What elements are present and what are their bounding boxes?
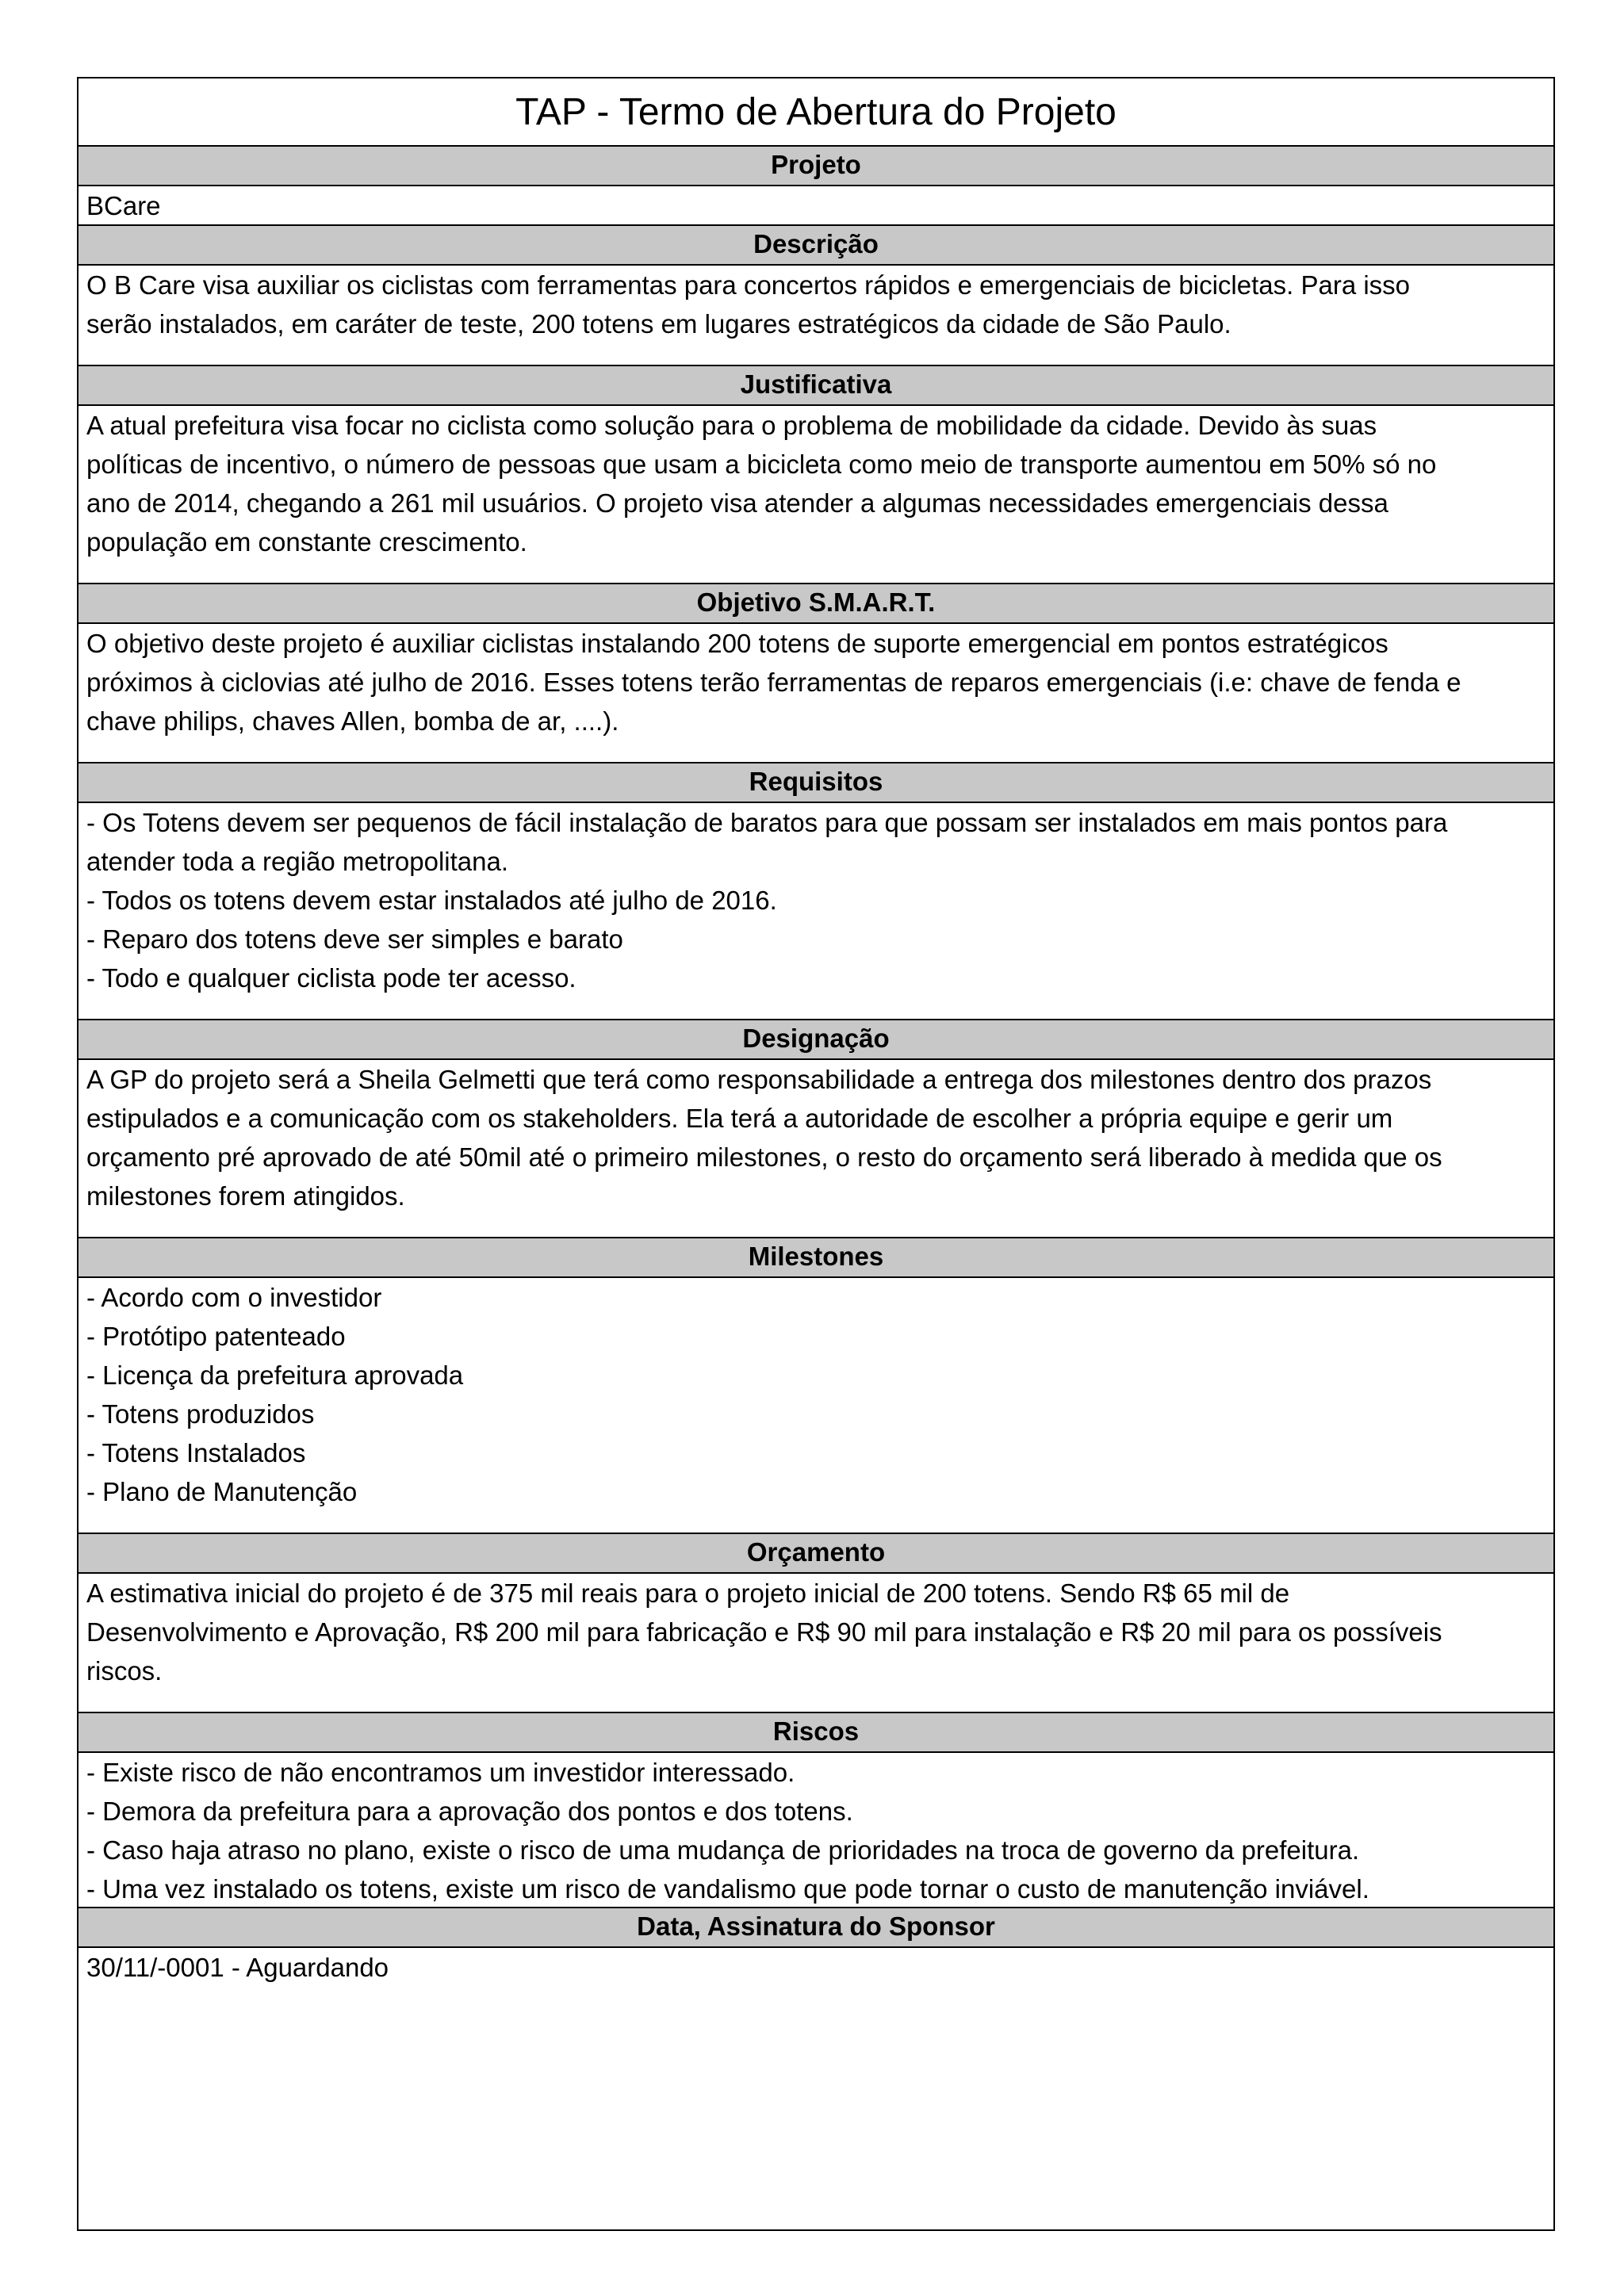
section-line: - Totens Instalados (86, 1438, 306, 1468)
section-line: estipulados e a comunicação com os stakeholders. Ela terá a autoridade de escolher a própria equipe e gerir um (86, 1104, 1393, 1133)
section-line: O B Care visa auxiliar os ciclistas com ferramentas para concertos rápidos e emergenciais de bicicletas. Para isso (86, 270, 1411, 300)
section-body-designacao (79, 1060, 1553, 1238)
section-header-projeto: Projeto (79, 147, 1553, 186)
section-line: ano de 2014, chegando a 261 mil usuários. O projeto visa atender a algumas necessidades emergenciais dessa (86, 488, 1388, 518)
section-line: A estimativa inicial do projeto é de 375 mil reais para o projeto inicial de 200 totens. Sendo R$ 65 mil de (86, 1578, 1290, 1608)
section-body-projeto (79, 186, 1553, 226)
section-line: políticas de incentivo, o número de pessoas que usam a bicicleta como meio de transporte aumentou em 50% só no (86, 450, 1437, 479)
section-line: A GP do projeto será a Sheila Gelmetti que terá como responsabilidade a entrega dos milestones dentro dos prazos (86, 1065, 1432, 1094)
section-line: - Os Totens devem ser pequenos de fácil instalação de baratos para que possam ser instalados em mais pontos para (86, 808, 1448, 837)
section-line: - Demora da prefeitura para a aprovação dos pontos e dos totens. (86, 1797, 853, 1826)
section-line: milestones forem atingidos. (86, 1181, 405, 1211)
section-body-orcamento (79, 1574, 1553, 1713)
section-line: A atual prefeitura visa focar no ciclista como solução para o problema de mobilidade da cidade. Devido às suas (86, 411, 1377, 440)
section-body-riscos (79, 1753, 1553, 1908)
section-body-requisitos (79, 803, 1553, 1020)
section-line: população em constante crescimento. (86, 527, 527, 557)
section-body-milestones (79, 1278, 1553, 1534)
section-line: chave philips, chaves Allen, bomba de ar, ....). (86, 706, 619, 736)
section-line: - Acordo com o investidor (86, 1283, 382, 1312)
section-line: - Totens produzidos (86, 1399, 315, 1429)
document-title: TAP - Termo de Abertura do Projeto (79, 78, 1553, 147)
section-body-data-assinatura (79, 1948, 1553, 2233)
section-header-descricao: Descrição (79, 226, 1553, 266)
section-header-objetivo-smart: Objetivo S.M.A.R.T. (79, 584, 1553, 624)
section-line: - Caso haja atraso no plano, existe o risco de uma mudança de prioridades na troca de governo da prefeitura. (86, 1835, 1360, 1865)
section-line: 30/11/-0001 - Aguardando (86, 1953, 389, 1982)
section-line: BCare (86, 191, 161, 220)
section-line: atender toda a região metropolitana. (86, 847, 509, 876)
section-body-objetivo-smart (79, 624, 1553, 763)
section-header-designacao: Designação (79, 1020, 1553, 1060)
section-line: orçamento pré aprovado de até 50mil até o primeiro milestones, o resto do orçamento será liberado à medida que os (86, 1142, 1442, 1172)
section-line: - Todos os totens devem estar instalados até julho de 2016. (86, 886, 777, 915)
section-header-riscos: Riscos (79, 1713, 1553, 1753)
section-line: - Todo e qualquer ciclista pode ter acesso. (86, 963, 576, 993)
tap-document (77, 77, 1555, 2231)
section-line: - Existe risco de não encontramos um investidor interessado. (86, 1758, 795, 1787)
section-line: - Plano de Manutenção (86, 1477, 358, 1506)
section-header-milestones: Milestones (79, 1238, 1553, 1278)
section-header-justificativa: Justificativa (79, 366, 1553, 406)
section-line: - Licença da prefeitura aprovada (86, 1360, 464, 1390)
section-line: - Reparo dos totens deve ser simples e barato (86, 924, 623, 954)
section-header-data-assinatura: Data, Assinatura do Sponsor (79, 1908, 1553, 1948)
section-line: Desenvolvimento e Aprovação, R$ 200 mil para fabricação e R$ 90 mil para instalação e R$ 20 mil para os possíveis (86, 1617, 1442, 1647)
section-line: - Uma vez instalado os totens, existe um risco de vandalismo que pode tornar o custo de manutenção inviável. (86, 1874, 1369, 1904)
section-line: riscos. (86, 1656, 163, 1686)
section-line: serão instalados, em caráter de teste, 200 totens em lugares estratégicos da cidade de São Paulo. (86, 309, 1231, 339)
section-header-requisitos: Requisitos (79, 763, 1553, 803)
section-body-justificativa (79, 406, 1553, 584)
section-line: - Protótipo patenteado (86, 1322, 346, 1351)
section-header-orcamento: Orçamento (79, 1534, 1553, 1574)
section-body-descricao (79, 266, 1553, 366)
section-line: O objetivo deste projeto é auxiliar ciclistas instalando 200 totens de suporte emergencial em pontos estratégicos (86, 629, 1388, 658)
section-line: próximos à ciclovias até julho de 2016. Esses totens terão ferramentas de reparos emergenciais (i.e: chave de fenda e (86, 668, 1461, 697)
